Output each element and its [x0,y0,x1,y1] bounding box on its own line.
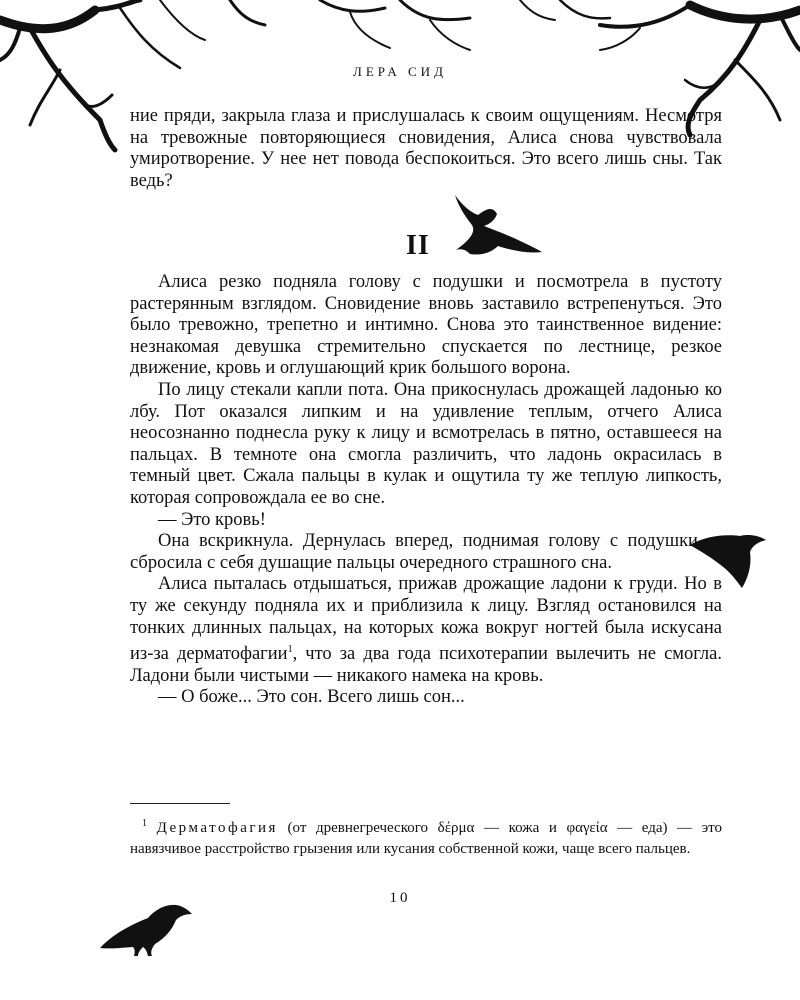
paragraph-1: Алиса резко подняла голову с подушки и посмотрела в пустоту растерянным взглядом. Сновидение вновь заставило встрепенуться. Это было тревожно, трепетно и интимно. Снова это таинственное видение: незнакомая девушка стремительно спускается по лестнице, резкое движение, кровь и оглушающий крик большого ворона. [130,272,722,379]
page-number: 10 [389,890,411,906]
chapter-number: II [406,230,430,261]
dialogue-line-dream: — О боже... Это сон. Всего лишь сон... [158,687,465,708]
paragraph-5-text-a: Алиса пыталась отдышаться, прижав дрожащие ладони к груди. Но в ту же секунду подняла их и приблизила к лицу. Взгляд остановился на тонких длинных пальцах, на которых кожа вокруг ногтей была искусана из-за дерматофагии [130,574,722,665]
continuation-text [130,106,722,192]
continuation-paragraph: ние пряди, закрыла глаза и прислушалась к своим ощущениям. Несмотря на тревожные повторяющиеся сновидения, Алиса снова чувствовала умиротворение. У нее нет повода беспокоиться. Это всего лишь сны. Так ведь? [130,106,722,191]
paragraph-4: Она вскрикнула. Дернулась вперед, поднимая голову с подушки, и сбросила с себя душащие пальцы очередного страшного сна. [130,531,722,573]
dialogue-line-blood: — Это кровь! [158,509,266,530]
paragraph-5-text-b: , что за два года психотерапии вылечить не смогла. Ладони были чистыми — никакого намека на кровь. [130,644,722,686]
running-head: ЛЕРА СИД [353,64,447,79]
footnote-divider [130,803,230,804]
chapter-body [130,272,722,709]
footnote-number: 1 [142,818,147,829]
flying-raven-illustration [455,195,542,255]
footnote-term: Дерматофагия [156,820,278,836]
raven-silhouette-bottom [100,905,192,956]
footnote-reference[interactable]: 1 [287,644,293,656]
footnote-text: (от древнегреческого δέρμα — кожа и φαγεία — еда) — это навязчивое расстройство грызения или кусания собственной кожи, чаще всего пальцев. [130,820,722,857]
footnote [130,814,722,859]
paragraph-5 [130,574,722,687]
paragraph-2: По лицу стекали капли пота. Она прикоснулась дрожащей ладонью ко лбу. Пот оказался липким и на удивление теплым, отчего Алиса неосознанно поднесла руку к лицу и всмотрелась в пятно, оставшееся на пальцах. В темноте она смогла различить, что ладонь окрасилась в темный цвет. Сжала пальцы в кулак и ощутила ту же теплую липкость, которая сопровождала ее во сне. [130,379,722,508]
